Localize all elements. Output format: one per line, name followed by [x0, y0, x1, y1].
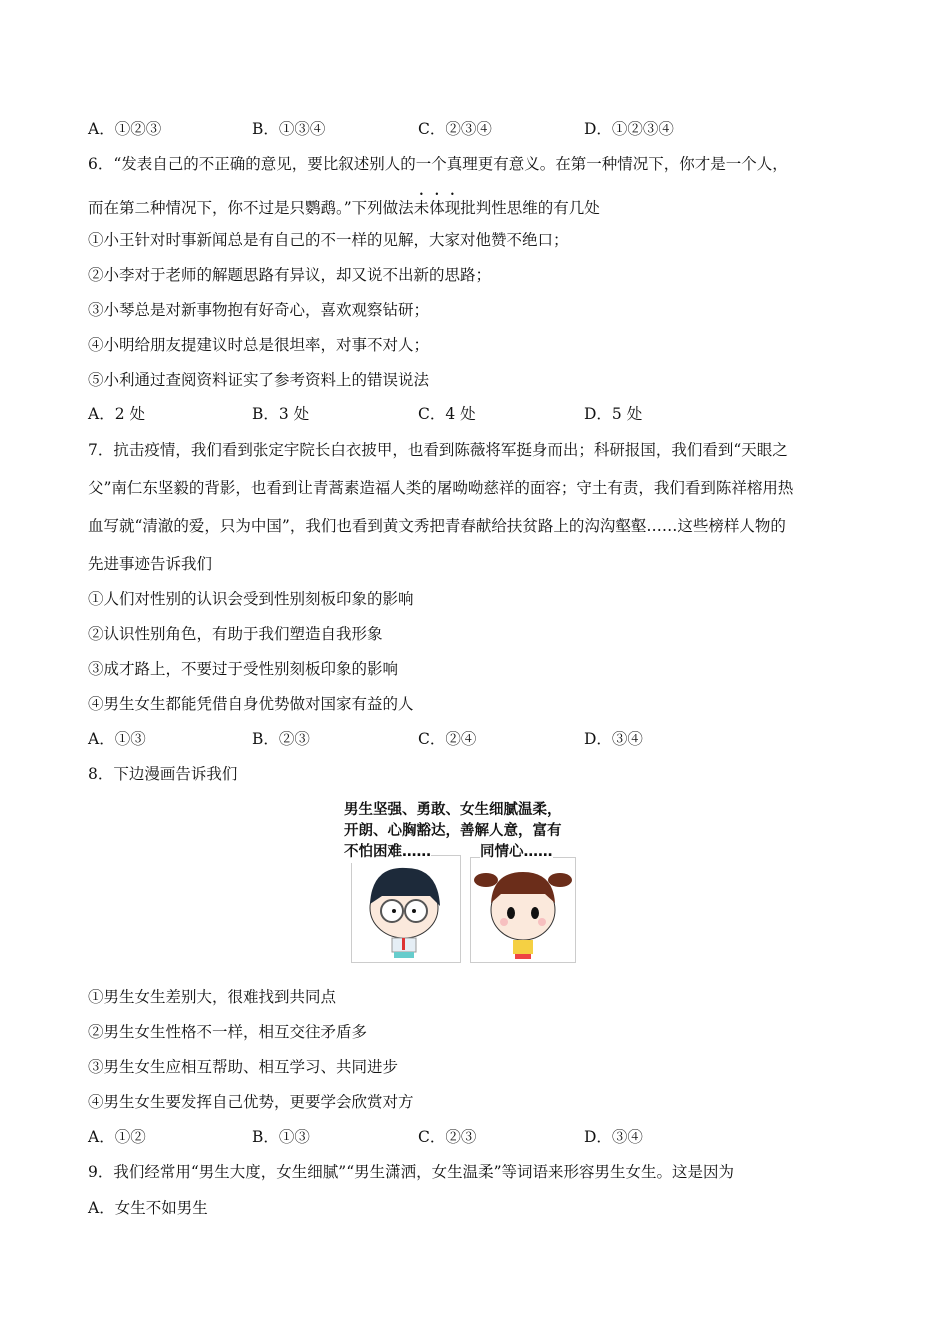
- option-b: B．①③④: [252, 120, 326, 138]
- q6-item: ③小琴总是对新事物抱有好奇心，喜欢观察钻研；: [88, 301, 430, 319]
- q6-stem-line2: [88, 190, 600, 218]
- q7-stem-line: 血写就“清澈的爱，只为中国”，我们也看到黄文秀把青春献给扶贫路上的沟沟壑壑……这些榜样人物的: [88, 517, 786, 535]
- option-b: B．①③: [252, 1128, 310, 1146]
- q8-item: ③男生女生应相互帮助、相互学习、共同进步: [88, 1058, 399, 1076]
- option-c: C．②③④: [418, 120, 492, 138]
- boy-cartoon-icon: [352, 856, 460, 962]
- q9-stem: 9．我们经常用“男生大度，女生细腻”“男生潇洒，女生温柔”等词语来形容男生女生。这是因为: [88, 1163, 735, 1181]
- option-d: D．5 处: [584, 405, 643, 423]
- option-c: C．②④: [418, 730, 477, 748]
- option-d: D．③④: [584, 730, 643, 748]
- cartoon-caption-line2: 开朗、心胸豁达，善解人意，富有: [344, 823, 562, 839]
- q6-stem-line1: 6．“发表自己的不正确的意见，要比叙述别人的一个真理更有意义。在第一种情况下，你才是一个人，: [88, 155, 788, 173]
- q6-item: ①小王针对时事新闻总是有自己的不一样的见解，大家对他赞不绝口；: [88, 231, 569, 249]
- q7-stem-line: 7．抗击疫情，我们看到张定宇院长白衣披甲，也看到陈薇将军挺身而出；科研报国，我们看到“天眼之: [88, 441, 788, 459]
- q7-item: ②认识性别角色，有助于我们塑造自我形象: [88, 625, 383, 643]
- q6-item: ④小明给朋友提建议时总是很坦率，对事不对人；: [88, 336, 430, 354]
- option-b: B．②③: [252, 730, 310, 748]
- option-a: A．①③: [88, 730, 146, 748]
- option-a: A．①②: [88, 1128, 146, 1146]
- q7-stem-line: 父”南仁东坚毅的背影，也看到让青蒿素造福人类的屠呦呦慈祥的面容；守土有责，我们看到陈祥榕用热: [88, 479, 794, 497]
- boy-caption: 不怕困难……: [344, 842, 431, 863]
- q7-stem-line: 先进事迹告诉我们: [88, 555, 213, 573]
- q7-options: [88, 727, 788, 751]
- q7-item: ①人们对性别的认识会受到性别刻板印象的影响: [88, 590, 414, 608]
- option-d: D．①②③④: [584, 120, 674, 138]
- option-a: A．①②③: [88, 120, 162, 138]
- q8-options: [88, 1125, 788, 1149]
- option-b: B．3 处: [252, 405, 310, 423]
- q6-text: 而在第二种情况下，你不过是只鹦鹉。”下列做法: [88, 199, 414, 217]
- girl-caption: 同情心……: [480, 842, 553, 863]
- option-d: D．③④: [584, 1128, 643, 1146]
- q8-item: ②男生女生性格不一样，相互交往矛盾多: [88, 1023, 368, 1041]
- q6-emphasis: 未体现: [413, 199, 461, 217]
- q6-options: [88, 402, 788, 426]
- girl-panel: [470, 857, 576, 963]
- q7-item: ③成才路上，不要过于受性别刻板印象的影响: [88, 660, 399, 678]
- q5-options: [88, 117, 788, 141]
- q6-item: ②小李对于老师的解题思路有异议，却又说不出新的思路；: [88, 266, 492, 284]
- q6-item: ⑤小利通过查阅资料证实了参考资料上的错误说法: [88, 371, 430, 389]
- option-c: C．②③: [418, 1128, 477, 1146]
- option-c: C．4 处: [418, 405, 476, 423]
- q8-item: ①男生女生差别大，很难找到共同点: [88, 988, 337, 1006]
- cartoon-image: [344, 800, 609, 962]
- boy-panel: [351, 855, 461, 963]
- q8-stem: 8．下边漫画告诉我们: [88, 765, 238, 783]
- option-a: A．2 处: [88, 405, 145, 423]
- girl-cartoon-icon: [471, 858, 575, 962]
- q8-item: ④男生女生要发挥自己优势，更要学会欣赏对方: [88, 1093, 414, 1111]
- q7-item: ④男生女生都能凭借自身优势做对国家有益的人: [88, 695, 414, 713]
- q9-option-a: A．女生不如男生: [88, 1199, 208, 1217]
- q6-text: 批判性思维的有几处: [460, 199, 600, 217]
- cartoon-caption-line1: 男生坚强、勇敢、女生细腻温柔，: [344, 802, 562, 818]
